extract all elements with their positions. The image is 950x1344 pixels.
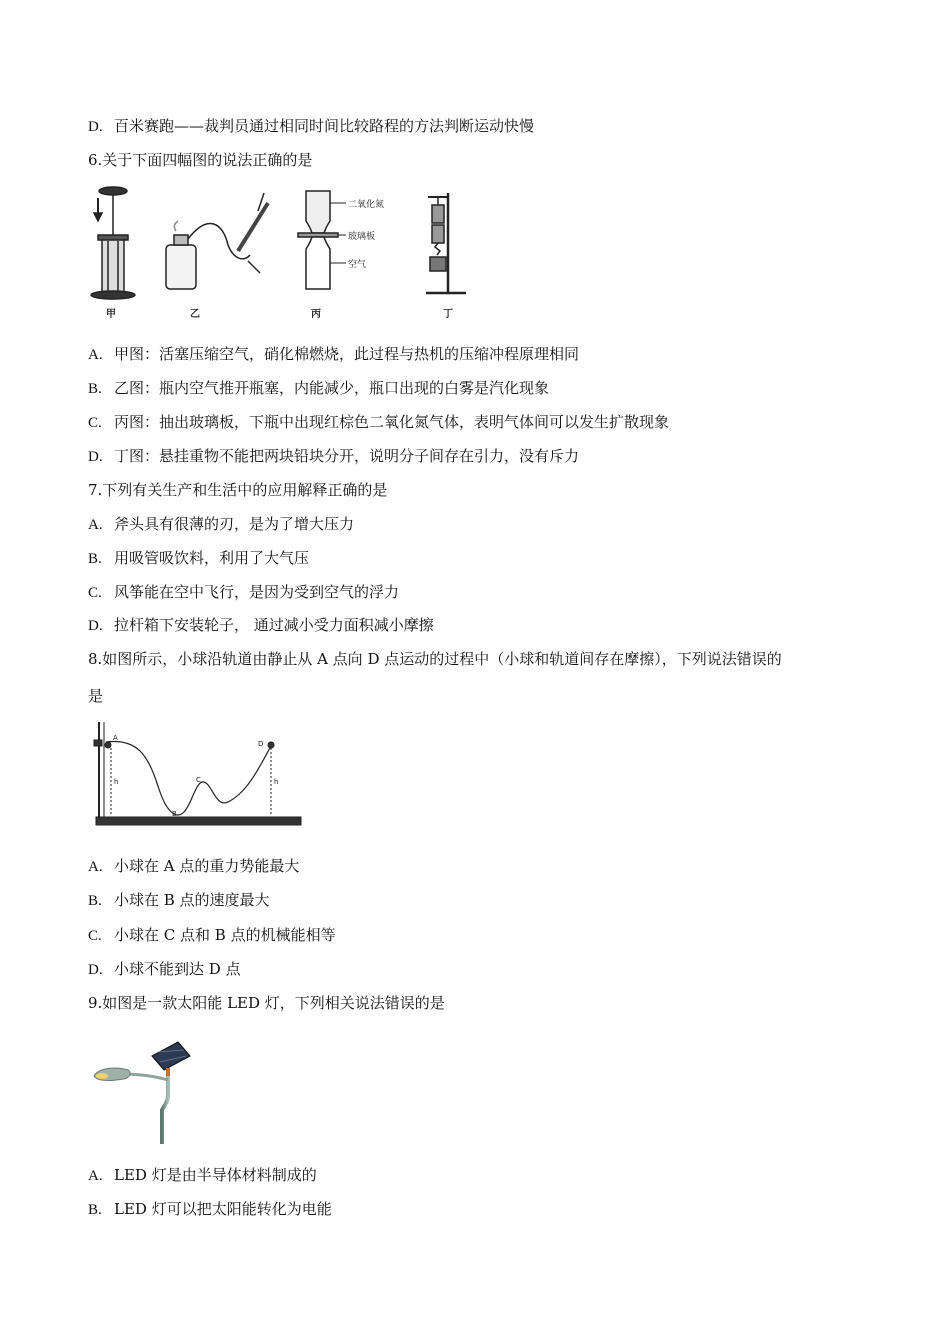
label-glass-plate: 玻璃板 [348,232,376,242]
q6-option-b [88,378,549,399]
q8-option-d [88,959,241,980]
q7-option-a [88,514,354,535]
option-text: LED 灯可以把太阳能转化为电能 [114,1200,332,1218]
option-text: 小球在 C 点和 B 点的机械能相等 [114,926,336,944]
fire-piston-illustration [91,187,135,299]
option-label: D. [88,449,103,465]
option-text: 小球在 B 点的速度最大 [114,891,270,909]
label-air: 空气 [348,260,367,270]
option-text: 小球不能到达 D 点 [114,960,241,978]
option-label: A. [88,1168,103,1184]
q6-figure [88,183,488,323]
diffusion-bottles-illustration [298,191,384,289]
option-text: 拉杆箱下安装轮子， 通过减小受力面积减小摩擦 [114,616,434,634]
label-no2: 二氧化氮 [348,200,385,210]
q7-option-c [88,582,399,603]
option-text: 甲图：活塞压缩空气，硝化棉燃烧，此过程与热机的压缩冲程原理相同 [114,345,580,363]
option-text: 丁图：悬挂重物不能把两块铅块分开，说明分子间存在引力，没有斥力 [114,447,580,465]
q6-stem: 6.关于下面四幅图的说法正确的是 [88,151,313,169]
point-d-label: D [258,740,264,748]
solar-panel-icon [152,1042,190,1070]
q8-stem-line2: 是 [88,687,104,705]
option-label: A. [88,347,103,363]
caption-jia: 甲 [106,309,116,320]
option-text: LED 灯是由半导体材料制成的 [114,1166,317,1184]
option-label: B. [88,1202,102,1218]
height-label-right: h [274,778,279,786]
q6-option-a [88,344,579,365]
option-label: B. [88,551,102,567]
option-label: C. [88,585,102,601]
q8-track-figure [88,716,308,836]
option-text: 小球在 A 点的重力势能最大 [114,857,300,875]
bottle-pump-illustration [166,193,268,289]
q9-stem: 9.如图是一款太阳能 LED 灯，下列相关说法错误的是 [88,994,445,1012]
option-label: A. [88,859,103,875]
q6-option-d [88,446,579,467]
q7-stem: 7.下列有关生产和生活中的应用解释正确的是 [88,481,388,499]
option-text: 百米赛跑——裁判员通过相同时间比较路程的方法判断运动快慢 [114,117,535,135]
caption-yi: 乙 [190,309,200,320]
q6-option-c [88,412,669,433]
option-text: 风筝能在空中飞行，是因为受到空气的浮力 [114,583,400,601]
q5-option-d [88,116,534,137]
point-c-label: C [196,776,201,784]
q8-option-a [88,856,299,877]
option-label: D. [88,962,103,978]
lamp-head-icon [94,1068,130,1081]
option-text: 乙图：瓶内空气推开瓶塞，内能减少，瓶口出现的白雾是汽化现象 [114,379,550,397]
q9-option-a [88,1165,317,1186]
caption-bing: 丙 [311,309,321,320]
q8-option-c [88,925,336,946]
q8-stem-line1: 8.如图所示，小球沿轨道由静止从 A 点向 D 点运动的过程中（小球和轨道间存在摩擦），下列说法错误的 [88,650,782,668]
option-text: 用吸管吸饮料，利用了大气压 [114,549,310,567]
option-label: C. [88,928,102,944]
option-label: C. [88,415,102,431]
q7-option-d [88,615,434,636]
q7-option-b [88,548,309,569]
option-label: B. [88,893,102,909]
option-text: 斧头具有很薄的刃，是为了增大压力 [114,515,355,533]
point-b-label: B [172,810,177,818]
option-text: 丙图：抽出玻璃板，下瓶中出现红棕色二氧化氮气体，表明气体间可以发生扩散现象 [114,413,670,431]
lead-blocks-illustration [426,193,466,293]
q8-option-b [88,890,270,911]
point-a-label: A [113,734,118,742]
option-label: D. [88,119,103,135]
option-label: B. [88,381,102,397]
option-label: A. [88,517,103,533]
caption-ding: 丁 [443,309,453,320]
q9-option-b [88,1199,332,1220]
option-label: D. [88,618,103,634]
solar-led-lamp-image [88,1036,198,1146]
height-label-left: h [114,778,119,786]
